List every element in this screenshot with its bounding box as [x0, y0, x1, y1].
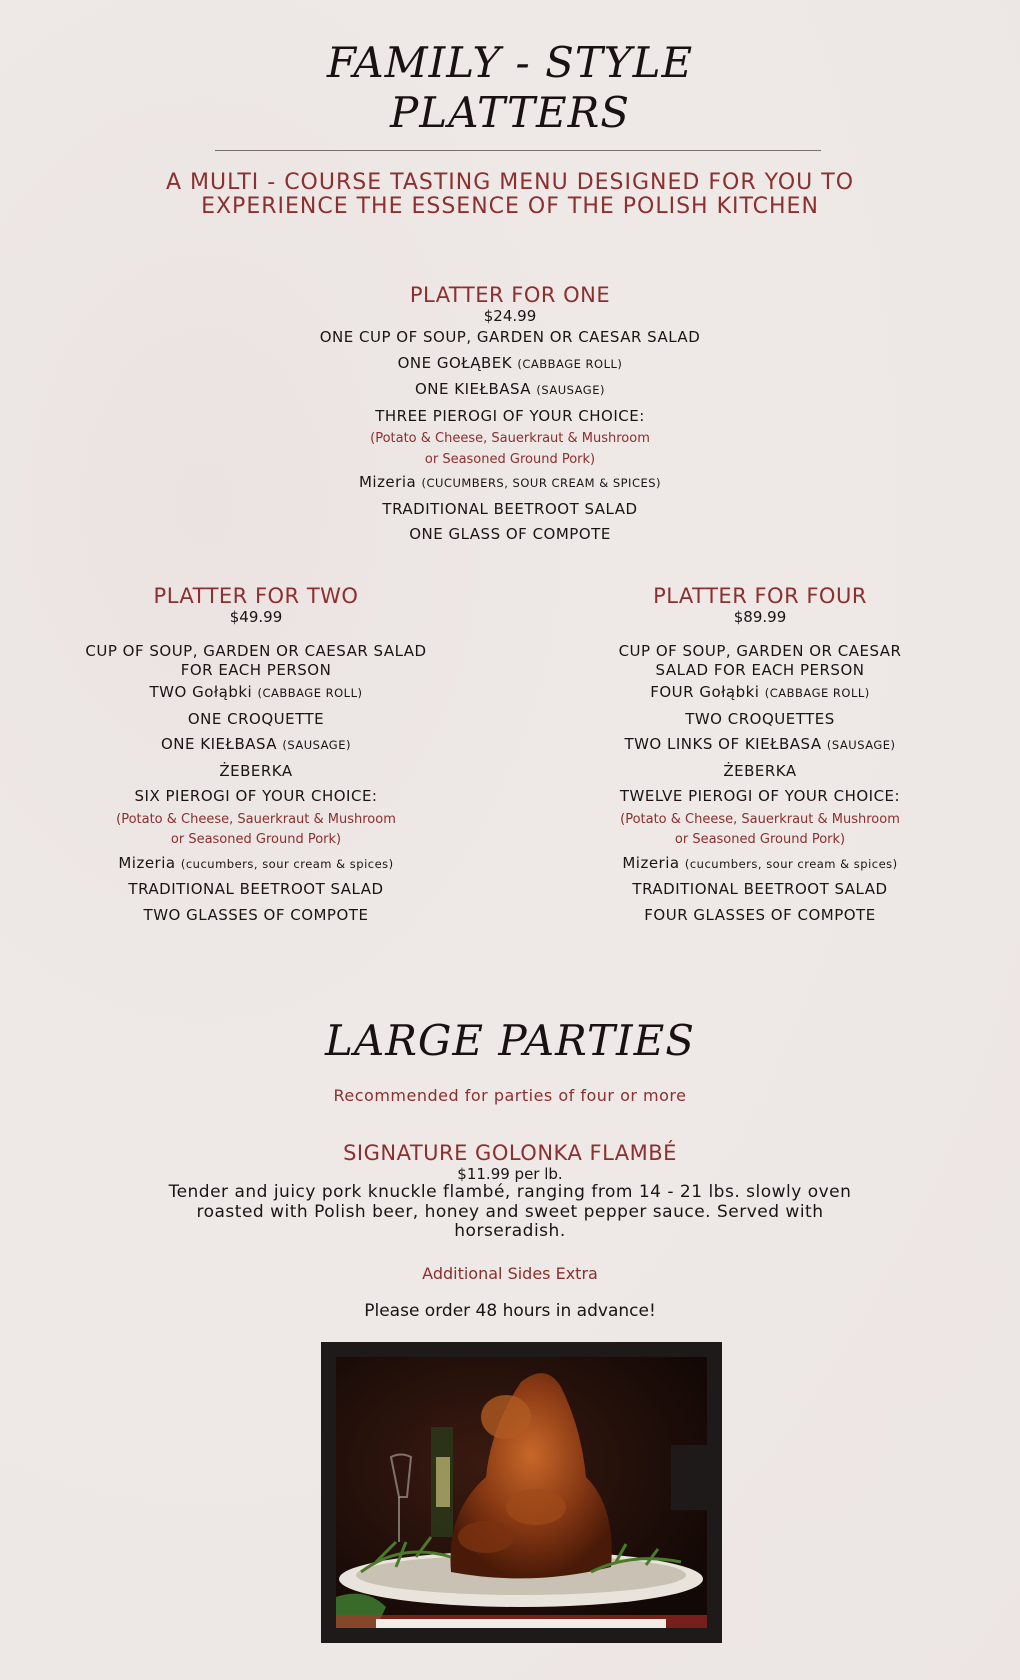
- mizeria-note: (cucumbers, sour cream & spices): [180, 856, 394, 871]
- platter-two-mizeria: [30, 851, 482, 878]
- large-parties-recommendation: Recommended for parties of four or more: [333, 1086, 687, 1105]
- mizeria-note: (CUCUMBERS, SOUR CREAM & SPICES): [421, 476, 662, 490]
- page-title: [0, 38, 1020, 138]
- platter-one-choices-1: (Potato & Cheese, Sauerkraut & Mushroom: [370, 431, 650, 446]
- mizeria-label: Mizeria: [358, 473, 417, 491]
- spacer: [530, 626, 990, 642]
- mizeria-label: Mizeria: [622, 853, 680, 872]
- golabek-note: (CABBAGE ROLL): [517, 356, 623, 371]
- platter-one-item-pierogi: THREE PIEROGI OF YOUR CHOICE:: [375, 406, 645, 425]
- kielbasa-label: TWO LINKS OF KIEŁBASA: [624, 735, 822, 753]
- mizeria-label: Mizeria: [118, 853, 176, 872]
- platter-four-golabki: [530, 680, 990, 707]
- platter-two-compote: TWO GLASSES OF COMPOTE: [143, 905, 369, 924]
- platter-two-golabki: [30, 680, 482, 707]
- platter-two-choices-2: or Seasoned Ground Pork): [170, 832, 342, 847]
- platter-one-item-compote: ONE GLASS OF COMPOTE: [409, 525, 611, 543]
- platter-four-mizeria: [530, 851, 990, 878]
- platter-four-compote: FOUR GLASSES OF COMPOTE: [644, 905, 876, 924]
- tagline: [60, 171, 960, 219]
- signature-dish-desc-2: roasted with Polish beer, honey and sweet pepper sauce. Served with: [196, 1201, 824, 1222]
- signature-dish-price: $11.99 per lb.: [457, 1165, 563, 1183]
- kielbasa-note: (SAUSAGE): [826, 738, 896, 752]
- golabki-note: (CABBAGE ROLL): [764, 686, 870, 700]
- platter-two-croquette: ONE CROQUETTE: [187, 709, 325, 728]
- platter-four-soup-1: CUP OF SOUP, GARDEN OR CAESAR: [618, 642, 902, 660]
- tagline-line-2: EXPERIENCE THE ESSENCE OF THE POLISH KITCHEN: [201, 194, 819, 219]
- platter-one-choices-2: or Seasoned Ground Pork): [424, 451, 596, 467]
- title-line-2: PLATTERS: [389, 88, 631, 137]
- mizeria-note: (cucumbers, sour cream & spices): [684, 856, 898, 871]
- platter-two-choices-1: (Potato & Cheese, Sauerkraut & Mushroom: [116, 811, 396, 827]
- kielbasa-note: (SAUSAGE): [536, 383, 605, 397]
- signature-dish-title: SIGNATURE GOLONKA FLAMBÉ: [343, 1141, 677, 1165]
- platter-four-pierogi: TWELVE PIEROGI OF YOUR CHOICE:: [619, 787, 901, 805]
- tagline-line-1: A MULTI - COURSE TASTING MENU DESIGNED FOR YOU TO: [165, 170, 855, 195]
- platter-four-kielbasa: [530, 732, 990, 759]
- golonka-photo: [321, 1342, 722, 1643]
- platter-two-soup-1: CUP OF SOUP, GARDEN OR CAESAR SALAD: [85, 642, 427, 660]
- platter-one-title: PLATTER FOR ONE: [409, 283, 611, 307]
- signature-dish-desc-1: Tender and juicy pork knuckle flambé, ranging from 14 - 21 lbs. slowly oven: [168, 1182, 852, 1202]
- platter-for-four: [530, 584, 990, 928]
- large-parties-title: LARGE PARTIES: [324, 1016, 696, 1065]
- platter-two-kielbasa: [30, 732, 482, 759]
- platter-two-beetroot: TRADITIONAL BEETROOT SALAD: [128, 880, 384, 898]
- platter-one-item-beetroot: TRADITIONAL BEETROOT SALAD: [382, 499, 638, 518]
- kielbasa-note: (SAUSAGE): [282, 738, 351, 752]
- platter-one-item-kielbasa: [210, 377, 810, 404]
- golonka-photo-image: [336, 1357, 707, 1628]
- golabki-note: (CABBAGE ROLL): [257, 686, 363, 700]
- spacer: [30, 626, 482, 642]
- platter-two-title: PLATTER FOR TWO: [153, 584, 359, 608]
- platter-two-soup-2: FOR EACH PERSON: [180, 661, 332, 679]
- kielbasa-label: ONE KIEŁBASA: [161, 735, 278, 753]
- signature-dish-desc-3: horseradish.: [454, 1221, 566, 1241]
- title-divider: [215, 150, 821, 151]
- signature-dish: [70, 1141, 950, 1321]
- platter-four-zeberka: ŻEBERKA: [723, 761, 797, 780]
- additional-sides-note: Additional Sides Extra: [422, 1263, 598, 1283]
- platter-one-item-mizeria: [210, 470, 810, 497]
- platter-two-price: $49.99: [229, 608, 283, 626]
- platter-two-pierogi: SIX PIEROGI OF YOUR CHOICE:: [134, 787, 378, 805]
- advance-order-note: Please order 48 hours in advance!: [364, 1300, 656, 1321]
- platter-four-title: PLATTER FOR FOUR: [653, 584, 867, 608]
- platter-four-soup-2: SALAD FOR EACH PERSON: [655, 661, 865, 679]
- golabki-label: TWO Gołąbki: [149, 683, 253, 701]
- golabki-label: FOUR Gołąbki: [650, 683, 760, 701]
- platter-one-item-golabek: [210, 351, 810, 378]
- golabek-label: ONE GOŁĄBEK: [397, 353, 513, 372]
- platter-one-price: $24.99: [483, 307, 537, 325]
- platter-four-beetroot: TRADITIONAL BEETROOT SALAD: [632, 880, 888, 898]
- platter-four-choices-2: or Seasoned Ground Pork): [674, 832, 846, 847]
- platter-for-one: [210, 283, 810, 548]
- platter-four-choices-1: (Potato & Cheese, Sauerkraut & Mushroom: [620, 811, 900, 827]
- platter-four-price: $89.99: [733, 608, 787, 626]
- platter-four-croquettes: TWO CROQUETTES: [685, 709, 835, 728]
- platter-for-two: [30, 584, 482, 928]
- title-line-1: FAMILY - STYLE: [326, 38, 694, 87]
- kielbasa-label: ONE KIEŁBASA: [415, 380, 532, 398]
- platter-two-zeberka: ŻEBERKA: [219, 761, 293, 780]
- platter-one-item-soup: ONE CUP OF SOUP, GARDEN OR CAESAR SALAD: [319, 328, 701, 346]
